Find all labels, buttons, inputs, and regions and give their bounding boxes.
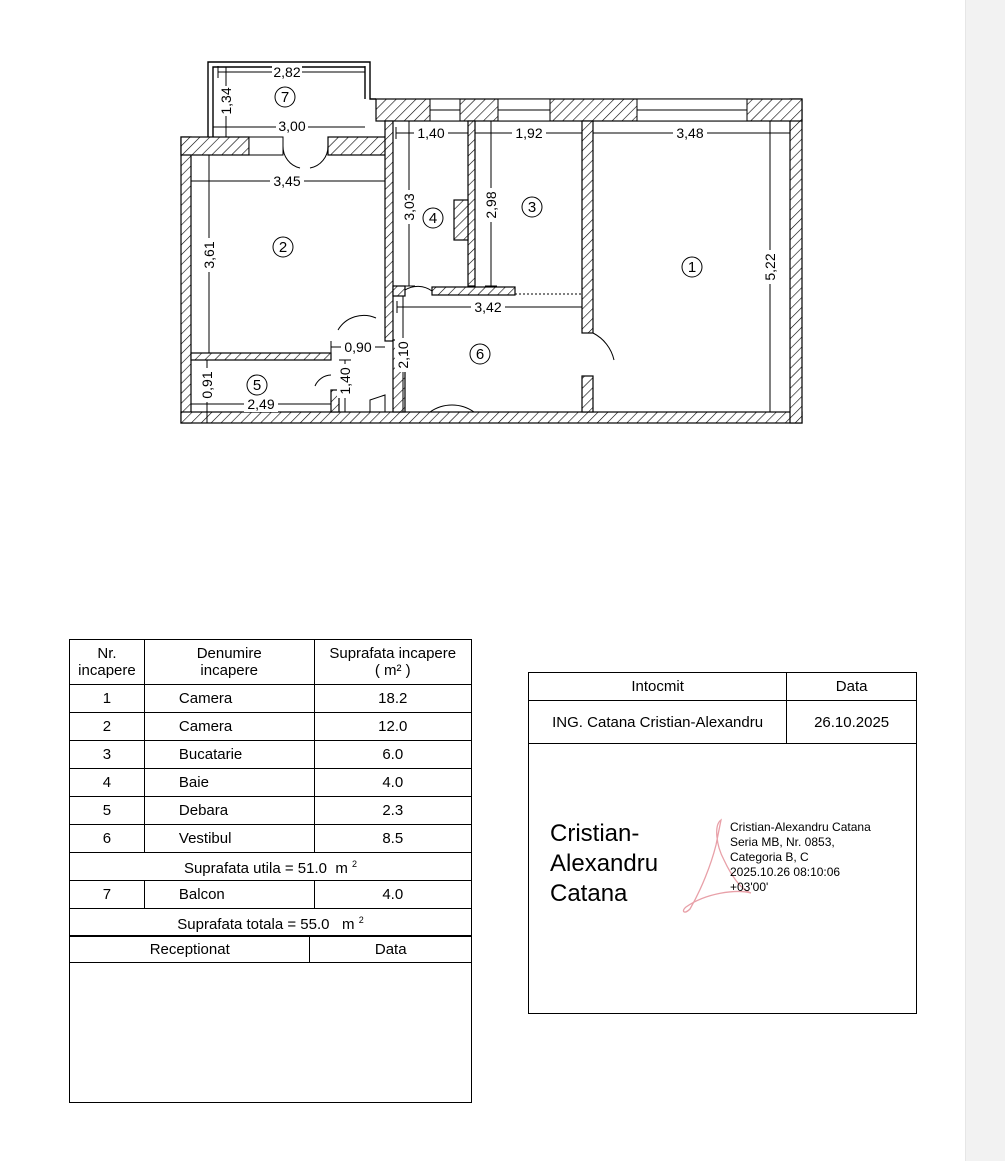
dim-label: 1,40 xyxy=(337,367,353,395)
signature-detail-line: Seria MB, Nr. 0853, xyxy=(730,835,835,849)
dim-label: 3,03 xyxy=(401,193,417,221)
total-area-label: Suprafata totala = xyxy=(177,916,297,933)
useful-area-label: Suprafata utila = xyxy=(183,860,294,877)
dim-label: 5,22 xyxy=(762,253,778,281)
reception-date-label: Data xyxy=(310,936,472,963)
useful-area-row xyxy=(70,853,472,881)
signature-detail-line: +03'00' xyxy=(730,880,769,894)
header-nr: Nr. incapere xyxy=(70,640,145,685)
total-area-value: 55.0 xyxy=(300,916,330,933)
table-row xyxy=(70,797,472,825)
room-number: 1 xyxy=(687,259,697,276)
total-area-unit: m xyxy=(342,916,355,933)
cell-nr: 6 xyxy=(70,825,145,853)
cell-name: Bucatarie xyxy=(144,741,314,769)
room-number: 4 xyxy=(428,210,438,227)
dim-label: 3,42 xyxy=(474,299,502,315)
cell-area: 2.3 xyxy=(314,797,472,825)
signature-name-line: Alexandru xyxy=(550,850,659,877)
useful-area-exp: 2 xyxy=(352,859,358,869)
engineer-name: ING. Catana Cristian-Alexandru xyxy=(529,701,787,744)
useful-area-unit: m xyxy=(335,860,348,877)
dim-label: 3,61 xyxy=(201,241,217,269)
header-name: Denumire incapere xyxy=(144,640,314,685)
dim-label: 2,98 xyxy=(483,191,499,219)
signature-name xyxy=(550,819,658,909)
cell-area: 18.2 xyxy=(314,685,472,713)
header-area: Suprafata incapere ( m² ) xyxy=(314,640,472,685)
total-area-exp: 2 xyxy=(358,915,364,925)
dim-label: 3,00 xyxy=(278,118,306,134)
cell-name: Camera xyxy=(144,713,314,741)
cell-name: Balcon xyxy=(144,881,314,909)
dim-label: 2,49 xyxy=(247,396,275,412)
floor-plan xyxy=(0,0,965,440)
cell-nr: 1 xyxy=(70,685,145,713)
signature-name-line: Catana xyxy=(550,880,628,907)
prepared-date: 26.10.2025 xyxy=(787,701,917,744)
useful-area-cell xyxy=(70,853,472,881)
prepared-label: Intocmit xyxy=(529,673,787,701)
dim-label: 0,90 xyxy=(344,339,372,355)
table-row xyxy=(70,769,472,797)
total-area-cell xyxy=(70,909,472,937)
table-row xyxy=(70,685,472,713)
cell-nr: 7 xyxy=(70,881,145,909)
reception-table xyxy=(69,935,472,1103)
cell-area: 12.0 xyxy=(314,713,472,741)
cell-area: 8.5 xyxy=(314,825,472,853)
dim-label: 3,48 xyxy=(676,125,704,141)
cell-nr: 4 xyxy=(70,769,145,797)
cell-name: Debara xyxy=(144,797,314,825)
room-number: 2 xyxy=(278,239,288,256)
door-swings xyxy=(283,146,614,412)
cell-name: Camera xyxy=(144,685,314,713)
room-number: 6 xyxy=(475,346,485,363)
signature-detail-line: 2025.10.26 08:10:06 xyxy=(730,865,841,879)
cell-name: Vestibul xyxy=(144,825,314,853)
rooms-table xyxy=(69,639,472,937)
cell-nr: 3 xyxy=(70,741,145,769)
dim-label: 1,34 xyxy=(218,87,234,115)
dim-label: 0,91 xyxy=(199,371,215,399)
table-row xyxy=(70,881,472,909)
useful-area-value: 51.0 xyxy=(297,860,327,877)
cell-area: 6.0 xyxy=(314,741,472,769)
cell-nr: 2 xyxy=(70,713,145,741)
prepared-date-label: Data xyxy=(787,673,917,701)
dim-label: 3,45 xyxy=(273,173,301,189)
signature-details xyxy=(730,820,871,895)
table-row xyxy=(70,825,472,853)
signature-detail-line: Cristian-Alexandru Catana xyxy=(730,820,871,834)
scrollbar-track[interactable] xyxy=(965,0,1005,1161)
table-row xyxy=(70,713,472,741)
cell-area: 4.0 xyxy=(314,769,472,797)
signature-name-line: Cristian- xyxy=(550,820,640,847)
dim-label: 2,82 xyxy=(273,64,301,80)
room-number: 5 xyxy=(252,377,262,394)
room-number: 3 xyxy=(527,199,537,216)
dim-label: 2,10 xyxy=(395,341,411,369)
signature-detail-line: Categoria B, C xyxy=(730,850,809,864)
cell-area: 4.0 xyxy=(314,881,472,909)
table-header xyxy=(70,640,472,685)
table-row xyxy=(70,741,472,769)
reception-signature-area xyxy=(70,963,472,1103)
room-number: 7 xyxy=(280,89,290,106)
received-label: Receptionat xyxy=(70,936,310,963)
dim-label: 1,40 xyxy=(417,125,445,141)
cell-name: Baie xyxy=(144,769,314,797)
total-area-row xyxy=(70,909,472,937)
dim-label: 1,92 xyxy=(515,125,543,141)
cell-nr: 5 xyxy=(70,797,145,825)
